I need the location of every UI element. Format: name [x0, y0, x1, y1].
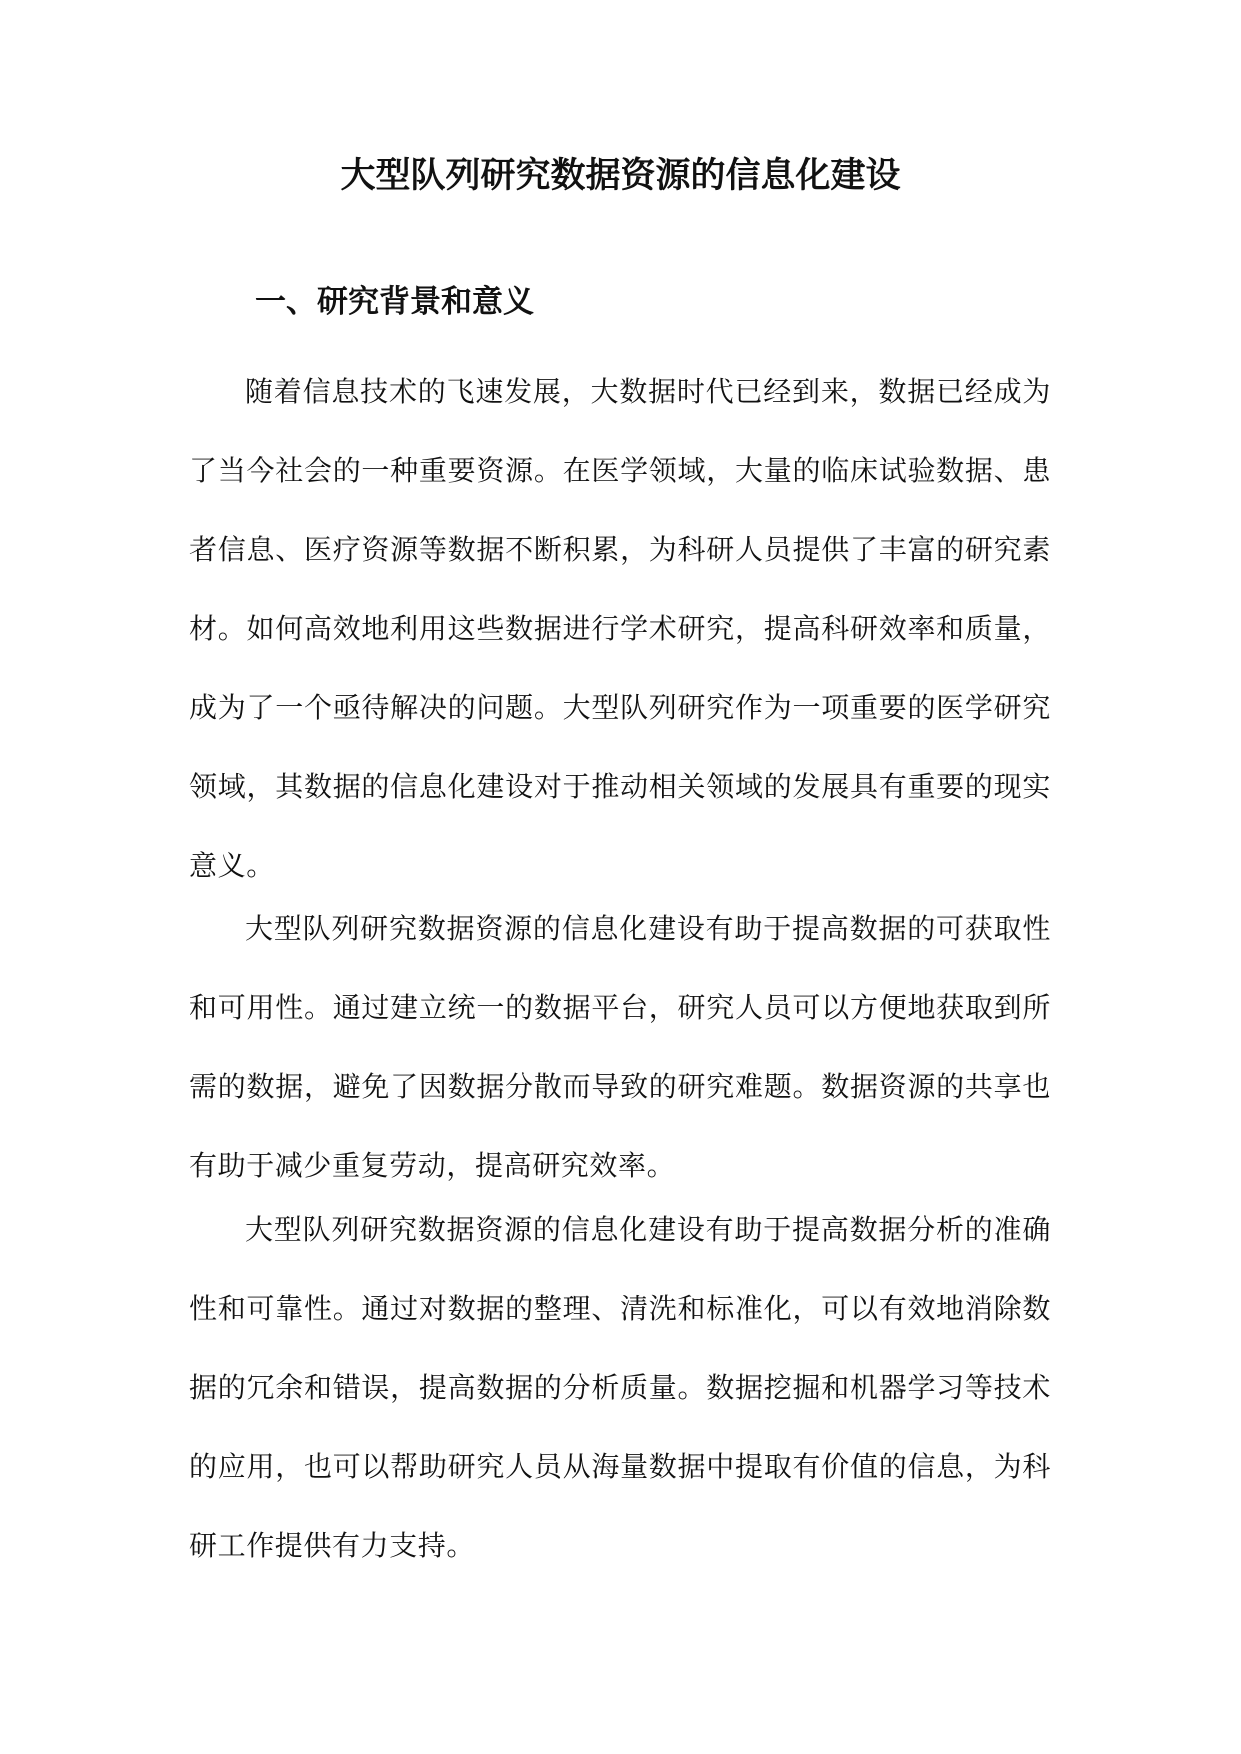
- document-title: 大型队列研究数据资源的信息化建设: [340, 155, 901, 196]
- body-paragraph: 随着信息技术的飞速发展，大数据时代已经到来，数据已经成为了当今社会的一种重要资源。在医学领域，大量的临床试验数据、患者信息、医疗资源等数据不断积累，为科研人员提供了丰富的研究素材。如何高效地利用这些数据进行学术研究，提高科研效率和质量，成为了一个亟待解决的问题。大型队列研究作为一项重要的医学研究领域，其数据的信息化建设对于推动相关领域的发展具有重要的现实意义。: [189, 375, 1051, 882]
- body-paragraph: 大型队列研究数据资源的信息化建设有助于提高数据分析的准确性和可靠性。通过对数据的整理、清洗和标准化，可以有效地消除数据的冗余和错误，提高数据的分析质量。数据挖掘和机器学习等技术的应用，也可以帮助研究人员从海量数据中提取有价值的信息，为科研工作提供有力支持。: [189, 1213, 1051, 1562]
- section-heading: 一、研究背景和意义: [255, 284, 534, 320]
- body-paragraph: 大型队列研究数据资源的信息化建设有助于提高数据的可获取性和可用性。通过建立统一的数据平台，研究人员可以方便地获取到所需的数据，避免了因数据分散而导致的研究难题。数据资源的共享也有助于减少重复劳动，提高研究效率。: [189, 912, 1051, 1182]
